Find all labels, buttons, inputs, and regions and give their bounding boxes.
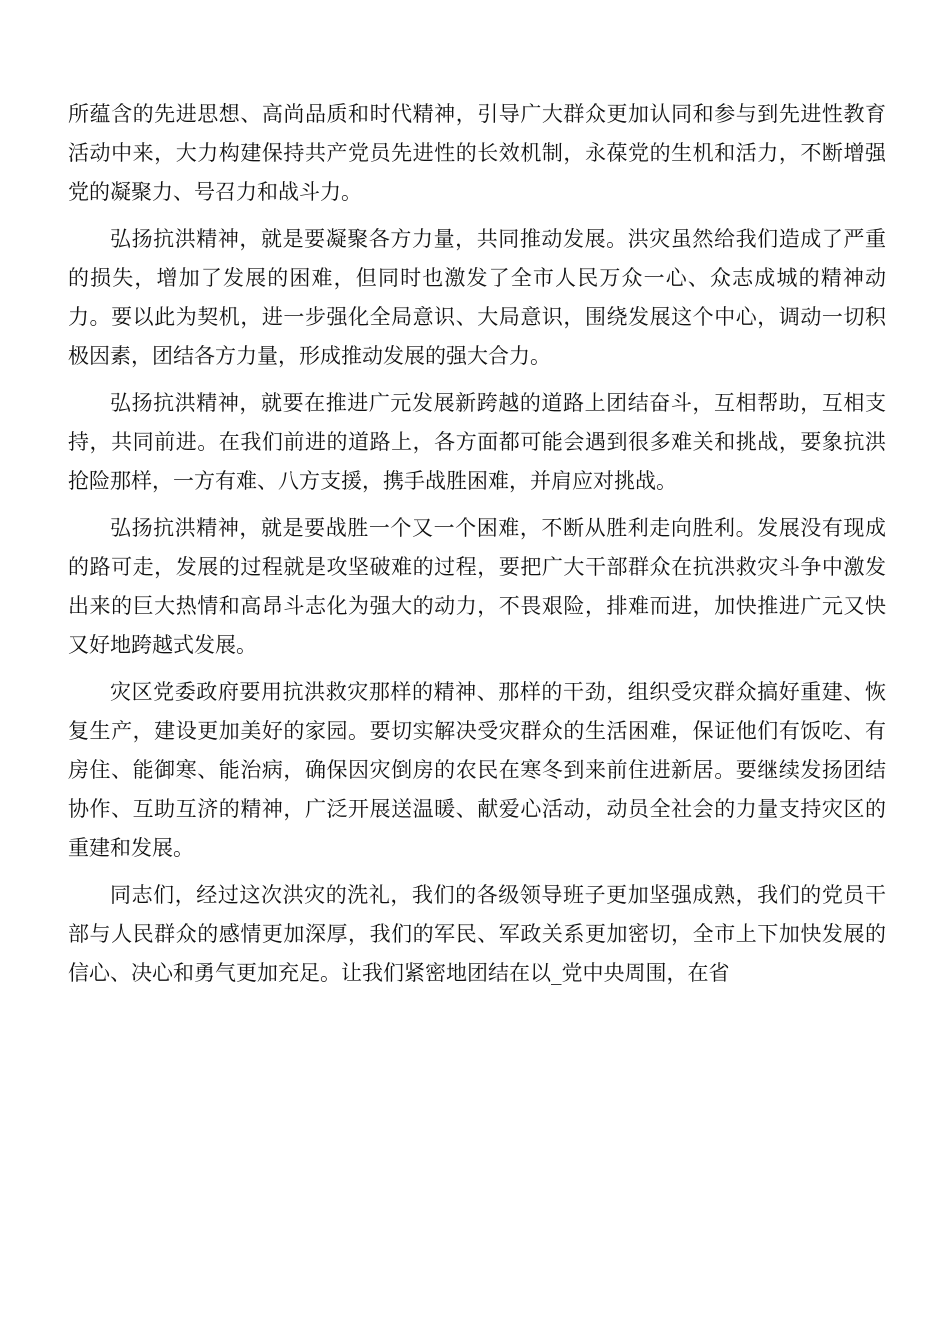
paragraph-5: 灾区党委政府要用抗洪救灾那样的精神、那样的干劲，组织受灾群众搞好重建、恢复生产，建设更加美好的家园。要切实解决受灾群众的生活困难，保证他们有饭吃、有房住、能御寒、能治病，确保因灾倒房的农民在寒冬到来前住进新居。要继续发扬团结协作、互助互济的精神，广泛开展送温暖、献爱心活动，动员全社会的力量支持灾区的重建和发展。 bbox=[68, 680, 886, 860]
paragraph-4: 弘扬抗洪精神，就是要战胜一个又一个困难，不断从胜利走向胜利。发展没有现成的路可走，发展的过程就是攻坚破难的过程，要把广大干部群众在抗洪救灾斗争中激发出来的巨大热情和高昂斗志化为强大的动力，不畏艰险，排难而进，加快推进广元又快又好地跨越式发展。 bbox=[68, 516, 886, 657]
paragraph-1: 所蕴含的先进思想、高尚品质和时代精神，引导广大群众更加认同和参与到先进性教育活动中来，大力构建保持共产党员先进性的长效机制，永葆党的生机和活力，不断增强党的凝聚力、号召力和战斗力。 bbox=[68, 102, 886, 204]
document-body bbox=[68, 95, 886, 993]
paragraph-6: 同志们，经过这次洪灾的洗礼，我们的各级领导班子更加坚强成熟，我们的党员干部与人民群众的感情更加深厚，我们的军民、军政关系更加密切，全市上下加快发展的信心、决心和勇气更加充足。让我们紧密地团结在以_党中央周围，在省 bbox=[68, 883, 886, 985]
paragraph-3: 弘扬抗洪精神，就要在推进广元发展新跨越的道路上团结奋斗，互相帮助，互相支持，共同前进。在我们前进的道路上，各方面都可能会遇到很多难关和挑战，要象抗洪抢险那样，一方有难、八方支援，携手战胜困难，并肩应对挑战。 bbox=[68, 391, 886, 493]
paragraph-2: 弘扬抗洪精神，就是要凝聚各方力量，共同推动发展。洪灾虽然给我们造成了严重的损失，增加了发展的困难，但同时也激发了全市人民万众一心、众志成城的精神动力。要以此为契机，进一步强化全局意识、大局意识，围绕发展这个中心，调动一切积极因素，团结各方力量，形成推动发展的强大合力。 bbox=[68, 227, 886, 368]
